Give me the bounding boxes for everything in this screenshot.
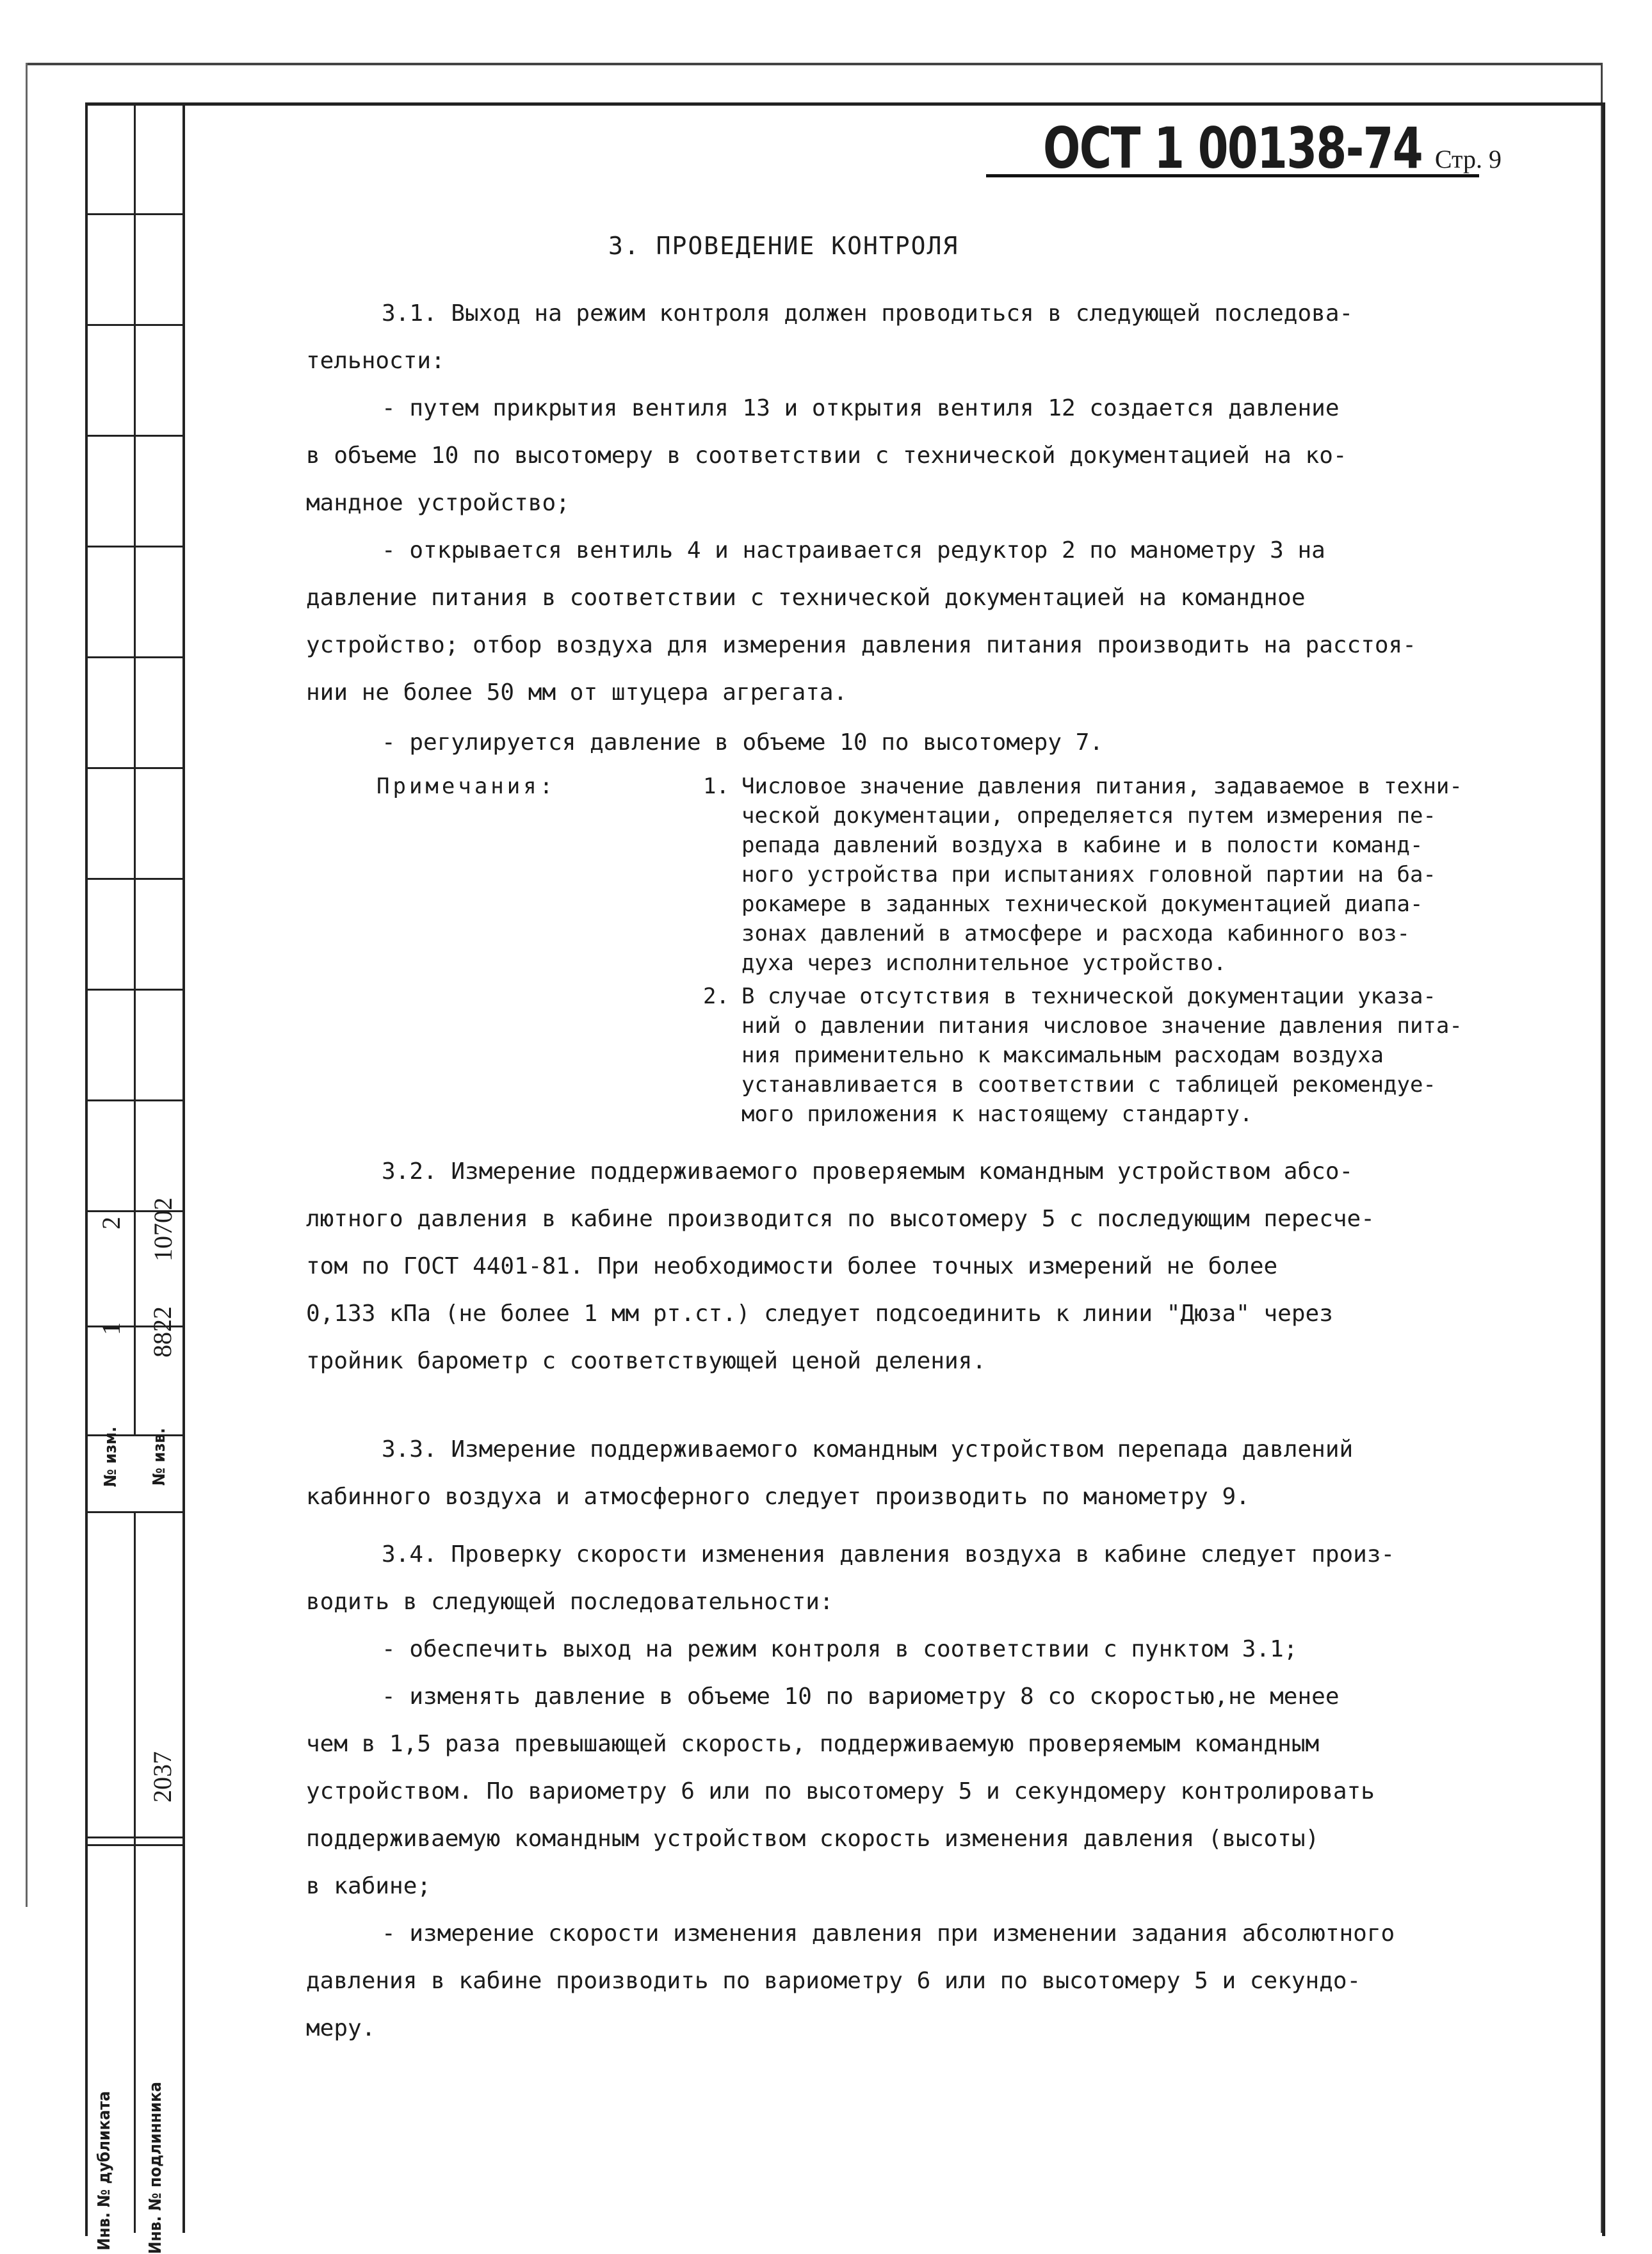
cell-line xyxy=(85,989,182,991)
cell-line xyxy=(85,546,182,547)
izm-label: № изм. xyxy=(101,1426,120,1488)
paragraph-3-4: 3.4. Проверку скорости изменения давления воздуха в кабине следует произ- водить в следующей последовательности: xyxy=(306,1541,1395,1615)
cell-line xyxy=(85,767,182,769)
cell-line xyxy=(85,656,182,658)
paragraph-3-1-a: - путем прикрытия вентиля 13 и открытия вентиля 12 создается давление в объеме 10 по высотомеру в соответствии с технической документацией на ко- мандное устройство; xyxy=(306,395,1347,516)
podlinnik-label: Инв. № подлинника xyxy=(146,2082,165,2254)
cell-line xyxy=(85,1511,182,1513)
izv-value-2: 10702 xyxy=(149,1197,177,1261)
notes xyxy=(306,772,1494,1129)
paragraph-3-4-c: - измерение скорости изменения давления при изменении задания абсолютного давления в кабине производить по вариометру 6 или по высотомеру 5 и секундо- меру. xyxy=(306,1920,1395,2041)
note-1-text: Числовое значение давления питания, задаваемое в техни- ческой документации, определяется путем измерения пе- репада давлений воздуха в кабине и в полости команд- ного устройства при испытаниях головной партии на ба- рокамере в заданных технической документацией диапа- зонах давлений в атмосфере и расхода кабинного воз- духа через исполнительное устройство. xyxy=(741,774,1462,976)
scan-border-left xyxy=(26,63,28,1907)
cell-line xyxy=(85,435,182,437)
izm-value-2: 2 xyxy=(97,1217,126,1229)
cell-line xyxy=(85,878,182,880)
note-2-text: В случае отсутствия в технической документации указа- ний о давлении питания числовое значение давления пита- ния применительно к максимальным расходам воздуха устанавливается в соответствии с таблицей рекомендуе- мого приложения к настоящему стандарту. xyxy=(741,984,1462,1127)
document-body xyxy=(306,234,1494,2052)
cell-line xyxy=(85,1099,182,1101)
note-1 xyxy=(703,772,1494,978)
podlinnik-value: 2037 xyxy=(148,1751,177,1803)
paragraph-3-4-a: - обеспечить выход на режим контроля в соответствии с пунктом 3.1; xyxy=(382,1636,1298,1662)
notes-list xyxy=(703,772,1494,1129)
standard-code: ОСТ 1 00138-74 xyxy=(1042,115,1422,181)
izv-value-1: 8822 xyxy=(148,1306,177,1358)
page-number: Стр. 9 xyxy=(1434,145,1502,174)
scan-border-top xyxy=(26,63,1601,65)
cell-line xyxy=(85,213,182,215)
header-underline xyxy=(986,174,1479,177)
paragraph-3-4-b: - изменять давление в объеме 10 по вариометру 8 со скоростью,не менее чем в 1,5 раза превышающей скорость, поддерживаемую проверяемым командным устройством. По вариометру 6 или по высотомеру 5 и секундомеру контролировать поддерживаемую командным устройством скорость изменения давления (высоты) в кабине; xyxy=(306,1683,1375,1899)
izm-value-1: 1 xyxy=(97,1322,126,1335)
cell-line xyxy=(85,324,182,326)
cell-line xyxy=(85,102,182,104)
paragraph-3-1: 3.1. Выход на режим контроля должен проводиться в следующей последова- тельности: xyxy=(306,300,1354,374)
note-1-number: 1. xyxy=(703,774,729,799)
note-2-number: 2. xyxy=(703,984,729,1009)
paragraph-3-3: 3.3. Измерение поддерживаемого командным устройством перепада давлений кабинного воздуха и атмосферного следует производить по манометру 9. xyxy=(306,1436,1354,1510)
section-title: 3. ПРОВЕДЕНИЕ КОНТРОЛЯ xyxy=(608,232,959,260)
side-divider-lower xyxy=(134,1511,136,2233)
note-2 xyxy=(703,982,1494,1129)
cell-line xyxy=(85,1836,182,1838)
paragraph-3-1-c: - регулируется давление в объеме 10 по высотомеру 7. xyxy=(382,729,1104,756)
paragraph-3-2: 3.2. Измерение поддерживаемого проверяемым командным устройством абсо- лютного давления в кабине производится по высотомеру 5 с последующим пересче- том по ГОСТ 4401-81. При необходимости более точных измерений не более 0,133 кПа (не более 1 мм рт.ст.) следует подсоединить к линии "Дюза" через тройник барометр с соответствующей ценой деления. xyxy=(306,1158,1375,1374)
cell-line xyxy=(85,1844,182,1846)
paragraph-3-1-b: - открывается вентиль 4 и настраивается редуктор 2 по манометру 3 на давление питания в соответствии с технической документацией на командное устройство; отбор воздуха для измерения давления питания производить на расстоя- нии не более 50 мм от штуцера агрегата. xyxy=(306,537,1416,706)
izv-label: № изв. xyxy=(150,1428,169,1486)
notes-label: Примечания: xyxy=(377,774,556,799)
dublikat-label: Инв. № дубликата xyxy=(95,2091,114,2251)
side-stamp xyxy=(85,102,185,2254)
page-header xyxy=(936,115,1502,181)
